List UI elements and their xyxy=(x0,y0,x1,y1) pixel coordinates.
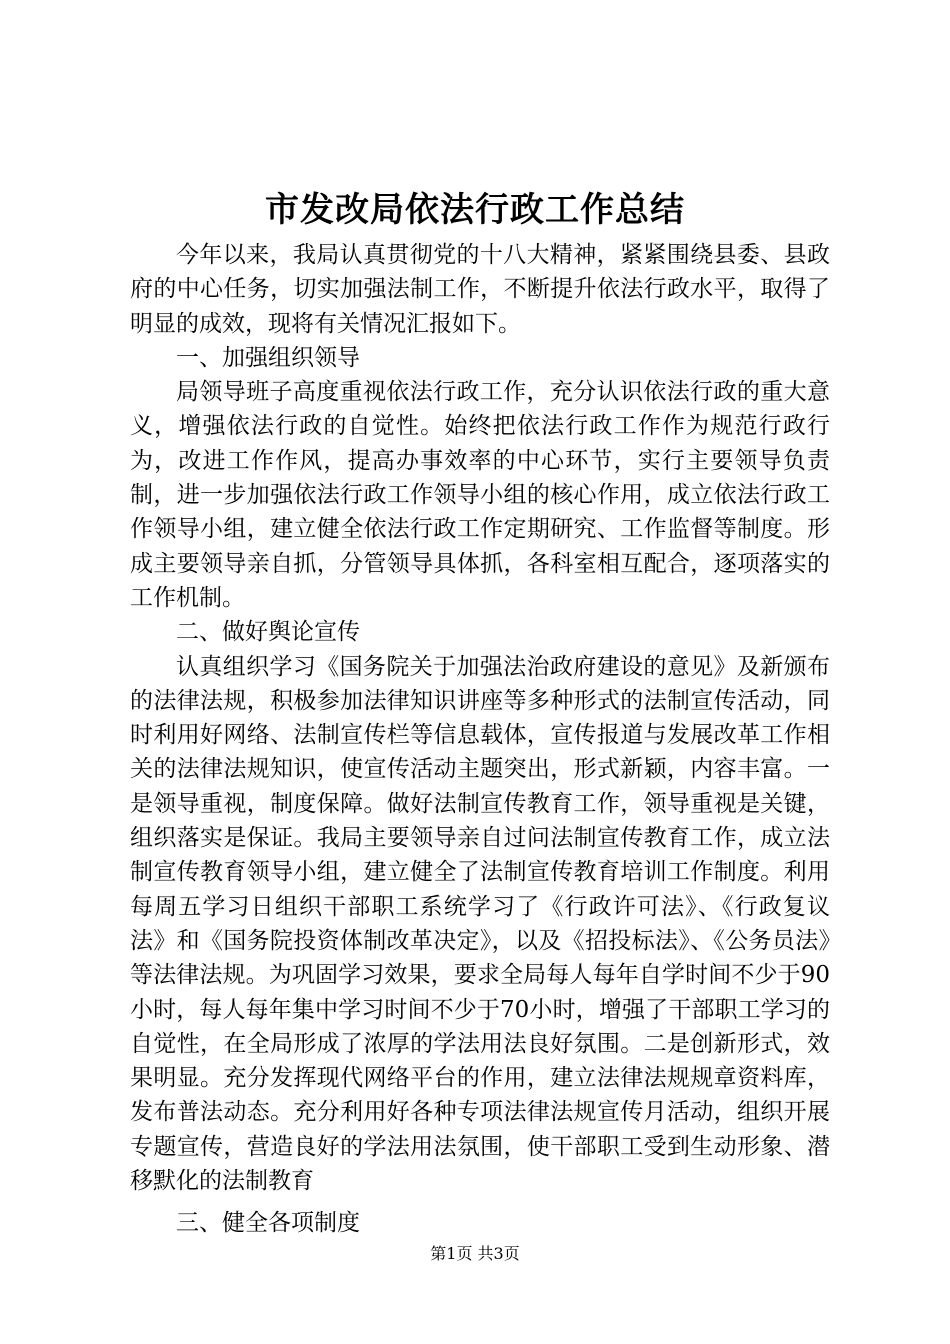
section-heading-1: 一、加强组织领导 xyxy=(176,344,360,371)
section-paragraph-2: 认真组织学习《国务院关于加强法治政府建设的意见》及新颁布的法律法规，积极参加法律知识讲座等多种形式的法制宣传活动，同时利用好网络、法制宣传栏等信息载体，宣传报道与发展改革工作相关的法律法规知识，使宣传活动主题突出，形式新颖，内容丰富。一是领导重视，制度保障。做好法制宣传教育工作，领导重视是关键，组织落实是保证。我局主要领导亲自过问法制宣传教育工作，成立法制宣传教育领导小组，建立健全了法制宣传教育培训工作制度。利用每周五学习日组织干部职工系统学习了《行政许可法》、《行政复议法》和《国务院投资体制改革决定》，以及《招投标法》、《公务员法》等法律法规。为巩固学习效果，要求全局每人每年自学时间不少于90小时，每人每年集中学习时间不少于70小时，增强了干部职工学习的自觉性，在全局形成了浓厚的学法用法良好氛围。二是创新形式，效果明显。充分发挥现代网络平台的作用，建立法律法规规章资料库，发布普法动态。充分利用好各种专项法律法规宣传月活动，组织开展专题宣传，营造良好的学法用法氛围，使干部职工受到生动形象、潜移默化的法制教育 xyxy=(130,653,830,1195)
document-body xyxy=(130,238,830,1241)
section-heading-2: 二、做好舆论宣传 xyxy=(176,619,360,646)
section-paragraph-1: 局领导班子高度重视依法行政工作，充分认识依法行政的重大意义，增强依法行政的自觉性。始终把依法行政工作作为规范行政行为，改进工作作风，提高办事效率的中心环节，实行主要领导负责制，进一步加强依法行政工作领导小组的核心作用，成立依法行政工作领导小组，建立健全依法行政工作定期研究、工作监督等制度。形成主要领导亲自抓，分管领导具体抓，各科室相互配合，逐项落实的工作机制。 xyxy=(130,379,830,611)
page-footer: 第1页 共3页 xyxy=(430,1244,520,1263)
intro-paragraph: 今年以来，我局认真贯彻党的十八大精神，紧紧围绕县委、县政府的中心任务，切实加强法制工作，不断提升依法行政水平，取得了明显的成效，现将有关情况汇报如下。 xyxy=(130,242,830,337)
section-heading-3: 三、健全各项制度 xyxy=(176,1210,360,1237)
document-title: 市发改局依法行政工作总结 xyxy=(265,190,685,230)
